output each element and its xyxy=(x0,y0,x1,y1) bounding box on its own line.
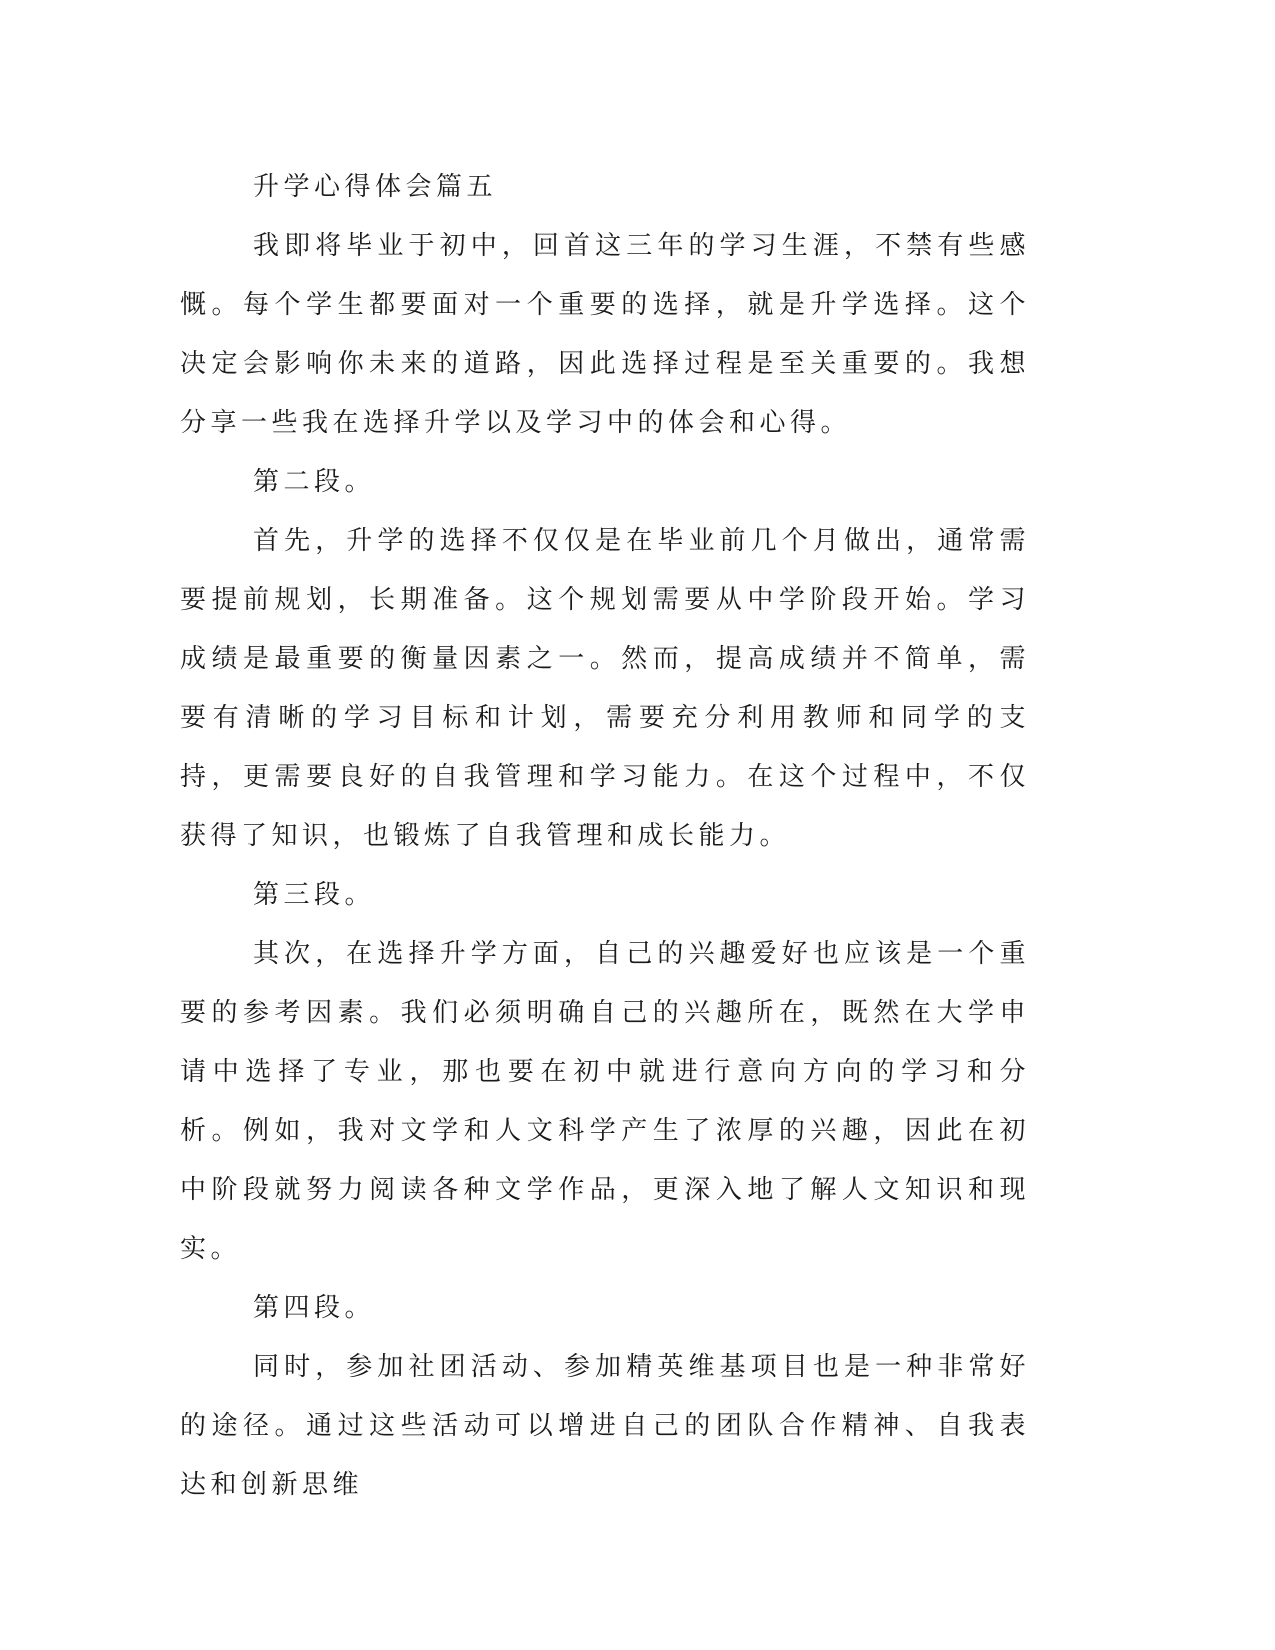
document-title: 升学心得体会篇五 xyxy=(253,172,498,202)
section-heading-3: 第三段。 xyxy=(253,880,376,910)
paragraph-section-4: 同时，参加社团活动、参加精英维基项目也是一种非常好的途径。通过这些活动可以增进自己的团队合作精神、自我表达和创新思维 xyxy=(180,1352,1030,1500)
section-heading-4: 第四段。 xyxy=(253,1293,376,1323)
paragraph-intro: 我即将毕业于初中，回首这三年的学习生涯，不禁有些感慨。每个学生都要面对一个重要的选择，就是升学选择。这个决定会影响你未来的道路，因此选择过程是至关重要的。我想分享一些我在选择升学以及学习中的体会和心得。 xyxy=(180,231,1030,438)
paragraph-section-2: 首先，升学的选择不仅仅是在毕业前几个月做出，通常需要提前规划，长期准备。这个规划需要从中学阶段开始。学习成绩是最重要的衡量因素之一。然而，提高成绩并不简单，需要有清晰的学习目标和计划，需要充分利用教师和同学的支持，更需要良好的自我管理和学习能力。在这个过程中，不仅获得了知识，也锻炼了自我管理和成长能力。 xyxy=(180,526,1030,851)
section-heading-2: 第二段。 xyxy=(253,467,376,497)
document-body xyxy=(180,158,1030,1515)
paragraph-section-3: 其次，在选择升学方面，自己的兴趣爱好也应该是一个重要的参考因素。我们必须明确自己的兴趣所在，既然在大学申请中选择了专业，那也要在初中就进行意向方向的学习和分析。例如，我对文学和人文科学产生了浓厚的兴趣，因此在初中阶段就努力阅读各种文学作品，更深入地了解人文知识和现实。 xyxy=(180,939,1030,1264)
